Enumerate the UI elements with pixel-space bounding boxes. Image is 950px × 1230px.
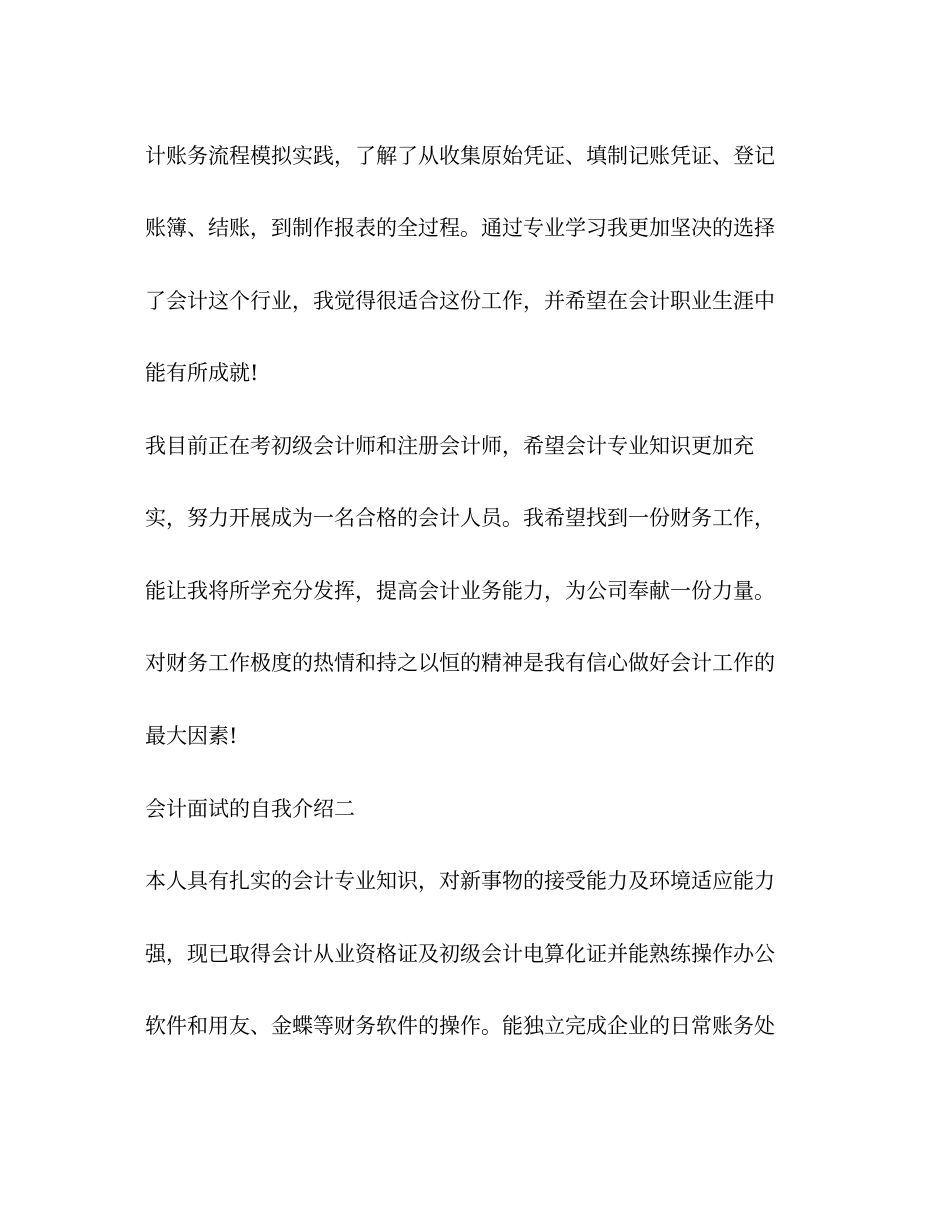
text-line: 强，现已取得会计从业资格证及初级会计电算化证并能熟练操作办公 [145,942,775,966]
text-line: 软件和用友、金蝶等财务软件的操作。能独立完成企业的日常账务处 [145,1014,775,1038]
text-line: 本人具有扎实的会计专业知识，对新事物的接受能力及环境适应能力 [145,869,775,893]
text-line: 计账务流程模拟实践，了解了从收集原始凭证、填制记账凭证、登记 [145,144,775,168]
text-line: 账簿、结账，到制作报表的全过程。通过专业学习我更加坚决的选择 [145,216,775,240]
text-line: 对财务工作极度的热情和持之以恒的精神是我有信心做好会计工作的 [145,651,775,675]
text-line: 能有所成就! [145,361,259,385]
text-line: 最大因素! [145,724,238,748]
text-line: 实，努力开展成为一名合格的会计人员。我希望找到一份财务工作， [145,506,775,530]
text-line: 了会计这个行业，我觉得很适合这份工作，并希望在会计职业生涯中 [145,289,775,313]
text-line: 能让我将所学充分发挥，提高会计业务能力，为公司奉献一份力量。 [145,579,775,603]
text-line: 我目前正在考初级会计师和注册会计师，希望会计专业知识更加充 [145,434,754,458]
section-heading: 会计面试的自我介绍二 [145,797,355,821]
